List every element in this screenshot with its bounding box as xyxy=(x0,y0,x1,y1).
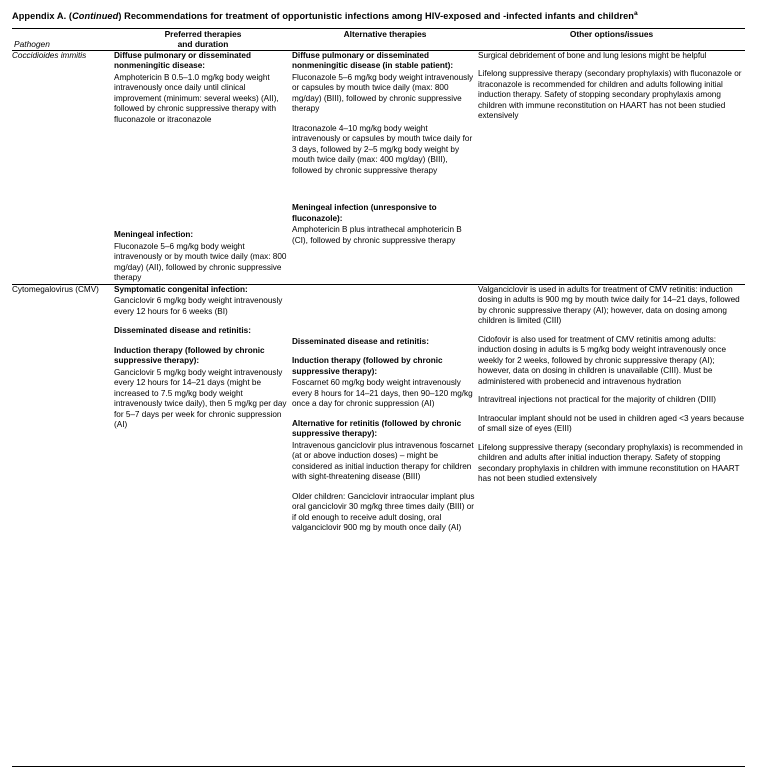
therapy-heading: Induction therapy (followed by chronic suppressive therapy): xyxy=(292,356,443,376)
therapy-body: Amphotericin B plus intrathecal amphotericin B (CI), followed by chronic suppressive therapy xyxy=(292,225,462,245)
title-prefix: Appendix A. ( xyxy=(12,11,73,22)
therapy-block xyxy=(114,326,292,337)
column-header-other: Other options/issues xyxy=(569,29,654,40)
therapy-block xyxy=(292,51,478,115)
other-note: Valganciclovir is used in adults for treatment of CMV retinitis: induction dosing in adults is 900 mg by mouth twice daily for 14–21 days, followed by chronic suppressive therapy (AI); however, data on dosing among children is limited (CIII) xyxy=(478,284,740,326)
table-row xyxy=(12,284,745,534)
therapy-block xyxy=(114,285,292,318)
pathogen-name: Cytomegalovirus (CMV) xyxy=(12,284,99,294)
therapy-body: Intravenous ganciclovir plus intravenous foscarnet (at or above induction doses) – might be considered as initial induction therapy for children with sight-threatening disease (BIII) xyxy=(292,440,474,482)
therapy-block xyxy=(292,419,478,483)
cell-alternative-therapies xyxy=(292,50,478,284)
cell-other-options xyxy=(478,284,745,534)
therapy-block xyxy=(114,230,292,284)
therapy-body: Amphotericin B 0.5–1.0 mg/kg body weight intravenously once daily until clinical improvement (minimum: several weeks) (AII), followed by chronic suppressive therapy with fluconazole or itraconazole xyxy=(114,72,279,124)
therapy-body: Older children: Ganciclovir intraocular implant plus oral ganciclovir 30 mg/kg three times daily (BIII) or if old enough to receive adult dosing, oral valganciclovir 900 mg by mouth once daily (AI) xyxy=(292,491,475,533)
therapy-heading: Meningeal infection (unresponsive to fluconazole): xyxy=(292,203,437,223)
other-note: Intravitreal injections not practical for the majority of children (DIII) xyxy=(478,395,716,405)
table-row xyxy=(12,50,745,284)
other-note: Lifelong suppressive therapy (secondary prophylaxis) is recommended in children and adults after initial induction therapy. Safety of stopping secondary prophylaxis in children with immune reconstitution on HAART has not been studied extensively xyxy=(478,442,743,484)
therapy-heading: Disseminated disease and retinitis: xyxy=(292,336,429,346)
other-note: Surgical debridement of bone and lung lesions might be helpful xyxy=(478,50,707,60)
therapy-block xyxy=(292,203,478,246)
title-footnote-marker: a xyxy=(633,10,638,17)
therapy-block xyxy=(292,337,478,348)
cell-pathogen xyxy=(12,284,114,534)
therapy-heading: Alternative for retinitis (followed by chronic suppressive therapy): xyxy=(292,418,462,439)
pathogen-name: Coccidioides immitis xyxy=(12,50,87,60)
cell-pathogen xyxy=(12,50,114,284)
therapy-heading: Meningeal infection: xyxy=(114,230,194,240)
table-header xyxy=(12,29,745,51)
cell-alternative-therapies xyxy=(292,284,478,534)
page-title xyxy=(12,10,745,22)
column-header-preferred xyxy=(114,29,292,51)
title-suffix: ) Recommendations for treatment of opportunistic infections among HIV-exposed and -infected infants and children xyxy=(118,11,634,22)
therapy-block xyxy=(292,124,478,177)
column-header-preferred-line1: Preferred therapies xyxy=(164,29,242,40)
therapy-body: Ganciclovir 5 mg/kg body weight intravenously every 12 hours for 14–21 days (might be increased to 7.5 mg/kg body weight intravenously twice daily), then 5 mg/kg per day for 5–7 days per week for chronic suppression (AI) xyxy=(114,367,287,430)
other-note: Cidofovir is also used for treatment of CMV retinitis among adults: induction dosing in adults is 5 mg/kg body weight intravenously once weekly for 2 weeks, followed by chronic suppressive therapy (AI); however, data on dosing in children is unavailable (CIII). Must be administered with probenecid and intravenous hydration xyxy=(478,334,727,386)
column-header-preferred-line2: and duration xyxy=(177,39,229,50)
table-bottom-rule xyxy=(12,766,745,767)
therapy-heading: Induction therapy (followed by chronic suppressive therapy): xyxy=(114,345,265,366)
recommendations-table xyxy=(12,28,745,534)
column-header-pathogen: Pathogen xyxy=(14,39,50,50)
layout-spacer xyxy=(292,285,478,337)
cell-other-options xyxy=(478,50,745,284)
table-header-row xyxy=(12,29,745,51)
therapy-body: Fluconazole 5–6 mg/kg body weight intravenously or by mouth twice daily (max: 800 mg/day) (AII), followed by chronic suppressive therapy xyxy=(114,241,287,283)
layout-spacer xyxy=(114,134,292,230)
therapy-heading: Diffuse pulmonary or disseminated nonmeningitic disease (in stable patient): xyxy=(292,50,454,71)
therapy-heading: Symptomatic congenital infection: xyxy=(114,284,248,294)
title-italic-word: Continued xyxy=(72,11,119,22)
therapy-block xyxy=(292,492,478,534)
therapy-block xyxy=(114,346,292,431)
therapy-body: Itraconazole 4–10 mg/kg body weight intravenously or capsules by mouth twice daily for 3 days, followed by 2–5 mg/kg body weight by mouth twice daily (max: 400 mg/day) (BIII), followed by chronic suppressive therapy xyxy=(292,123,473,175)
therapy-body: Fluconazole 5–6 mg/kg body weight intravenously or capsules by mouth twice daily (max: 800 mg/day) (BIII), followed by chronic suppressive therapy xyxy=(292,72,474,114)
layout-spacer xyxy=(292,185,478,203)
therapy-body: Ganciclovir 6 mg/kg body weight intravenously every 12 hours for 6 weeks (BI) xyxy=(114,296,283,316)
table-body xyxy=(12,50,745,534)
therapy-block xyxy=(292,356,478,410)
other-note: Intraocular implant should not be used in children aged <3 years because of small size of eyes (EIII) xyxy=(478,413,745,434)
column-header-alternative: Alternative therapies xyxy=(343,29,427,40)
cell-preferred-therapies xyxy=(114,284,292,534)
therapy-heading: Diffuse pulmonary or disseminated nonmeningitic disease: xyxy=(114,50,251,71)
therapy-block xyxy=(114,51,292,126)
therapy-body: Foscarnet 60 mg/kg body weight intravenously every 8 hours for 14–21 days, then 90–120 mg/kg once a day for chronic suppression (AI) xyxy=(292,378,473,409)
other-note: Lifelong suppressive therapy (secondary prophylaxis) with fluconazole or itraconazole is recommended for children and adults following initial induction therapy. Safety of stopping secondary prophylaxis among children with immune reconstitution on HAART has not been studied extensively xyxy=(478,69,742,121)
therapy-heading: Disseminated disease and retinitis: xyxy=(114,326,251,336)
cell-preferred-therapies xyxy=(114,50,292,284)
